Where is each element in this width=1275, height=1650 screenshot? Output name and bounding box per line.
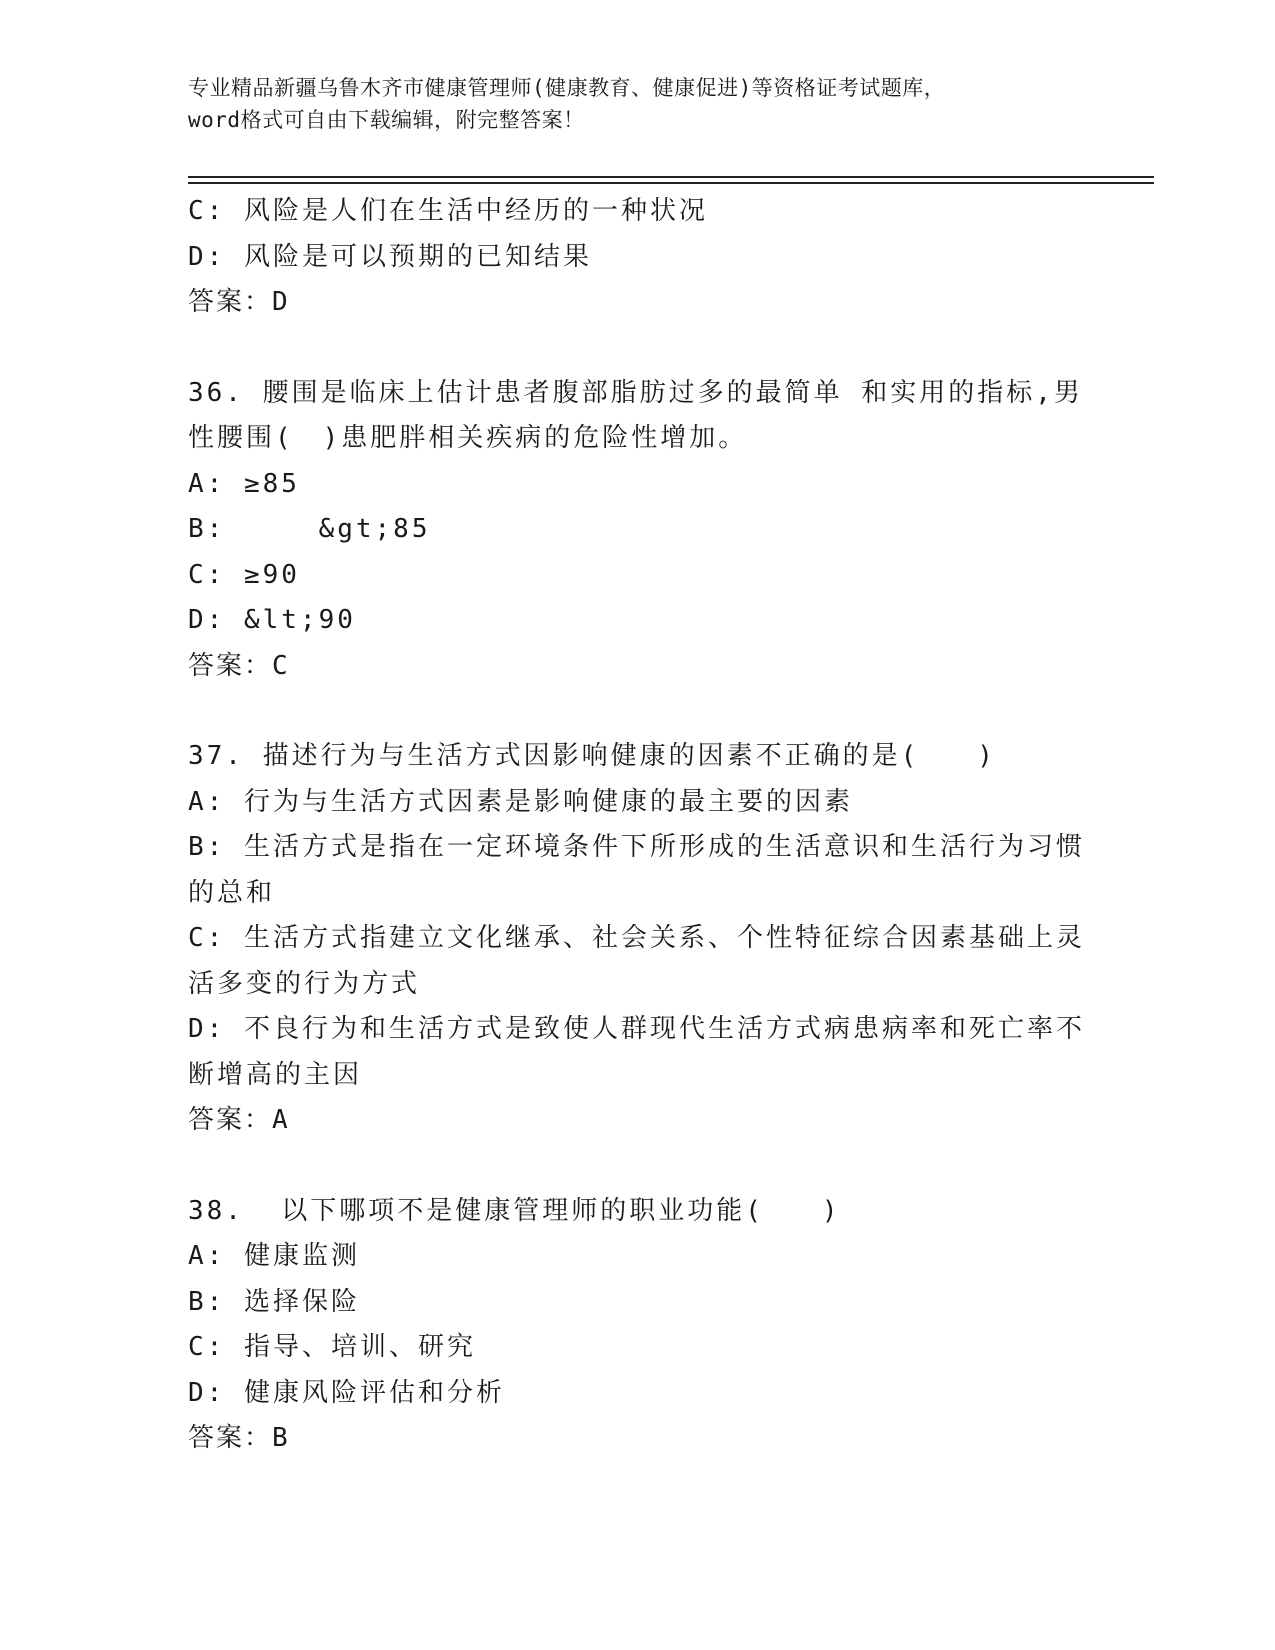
option-b: B: 生活方式是指在一定环境条件下所形成的生活意识和生活行为习惯 [188,832,1085,862]
option-b: B: 选择保险 [188,1286,360,1317]
option-a: A: 健康监测 [188,1241,360,1271]
option-d: D: &lt;90 [188,605,356,635]
question-stem: 36. 腰围是临床上估计患者腹部脂肪过多的最简单 和实用的指标,男 [188,377,1083,408]
answer: 答案：C [188,650,290,681]
option-b-continued: 的总和 [188,877,276,908]
question-38 [188,1189,1088,1462]
option-c: C: ≥90 [188,559,300,590]
option-c: C: 生活方式指建立文化继承、社会关系、个性特征综合因素基础上灵 [188,923,1085,953]
question-35-tail [188,189,1088,326]
option-d: D: 不良行为和生活方式是致使人群现代生活方式病患病率和死亡率不 [188,1014,1085,1044]
option-d-continued: 断增高的主因 [188,1059,363,1090]
question-37 [188,734,1088,1144]
option-b: B: &gt;85 [188,514,431,544]
option-a: A: ≥85 [188,468,300,499]
answer: 答案：B [188,1423,290,1453]
document-header [188,72,1088,136]
header-divider-top [188,176,1154,178]
question-36 [188,371,1088,690]
question-list [188,189,1088,1462]
spacer [188,1144,1088,1189]
question-stem: 37. 描述行为与生活方式因影响健康的因素不正确的是( ) [188,741,996,771]
option-d: D: 健康风险评估和分析 [188,1377,505,1408]
header-line-1: 专业精品新疆乌鲁木齐市健康管理师(健康教育、健康促进)等资格证考试题库， [188,76,946,100]
spacer [188,689,1088,734]
spacer [188,326,1088,371]
question-stem: 38. 以下哪项不是健康管理师的职业功能( ) [188,1195,841,1226]
header-divider-bottom [188,182,1154,184]
option-c: C: 指导、培训、研究 [188,1332,476,1362]
option-c: C: 风险是人们在生活中经历的一种状况 [188,196,708,226]
answer: 答案：A [188,1105,290,1135]
option-a: A: 行为与生活方式因素是影响健康的最主要的因素 [188,786,853,817]
header-line-2: word格式可自由下载编辑，附完整答案！ [188,108,585,132]
answer: 答案：D [188,287,290,317]
question-stem: 性腰围( )患肥胖相关疾病的危险性增加。 [188,423,748,453]
option-c-continued: 活多变的行为方式 [188,968,421,999]
option-d: D: 风险是可以预期的已知结果 [188,241,592,272]
